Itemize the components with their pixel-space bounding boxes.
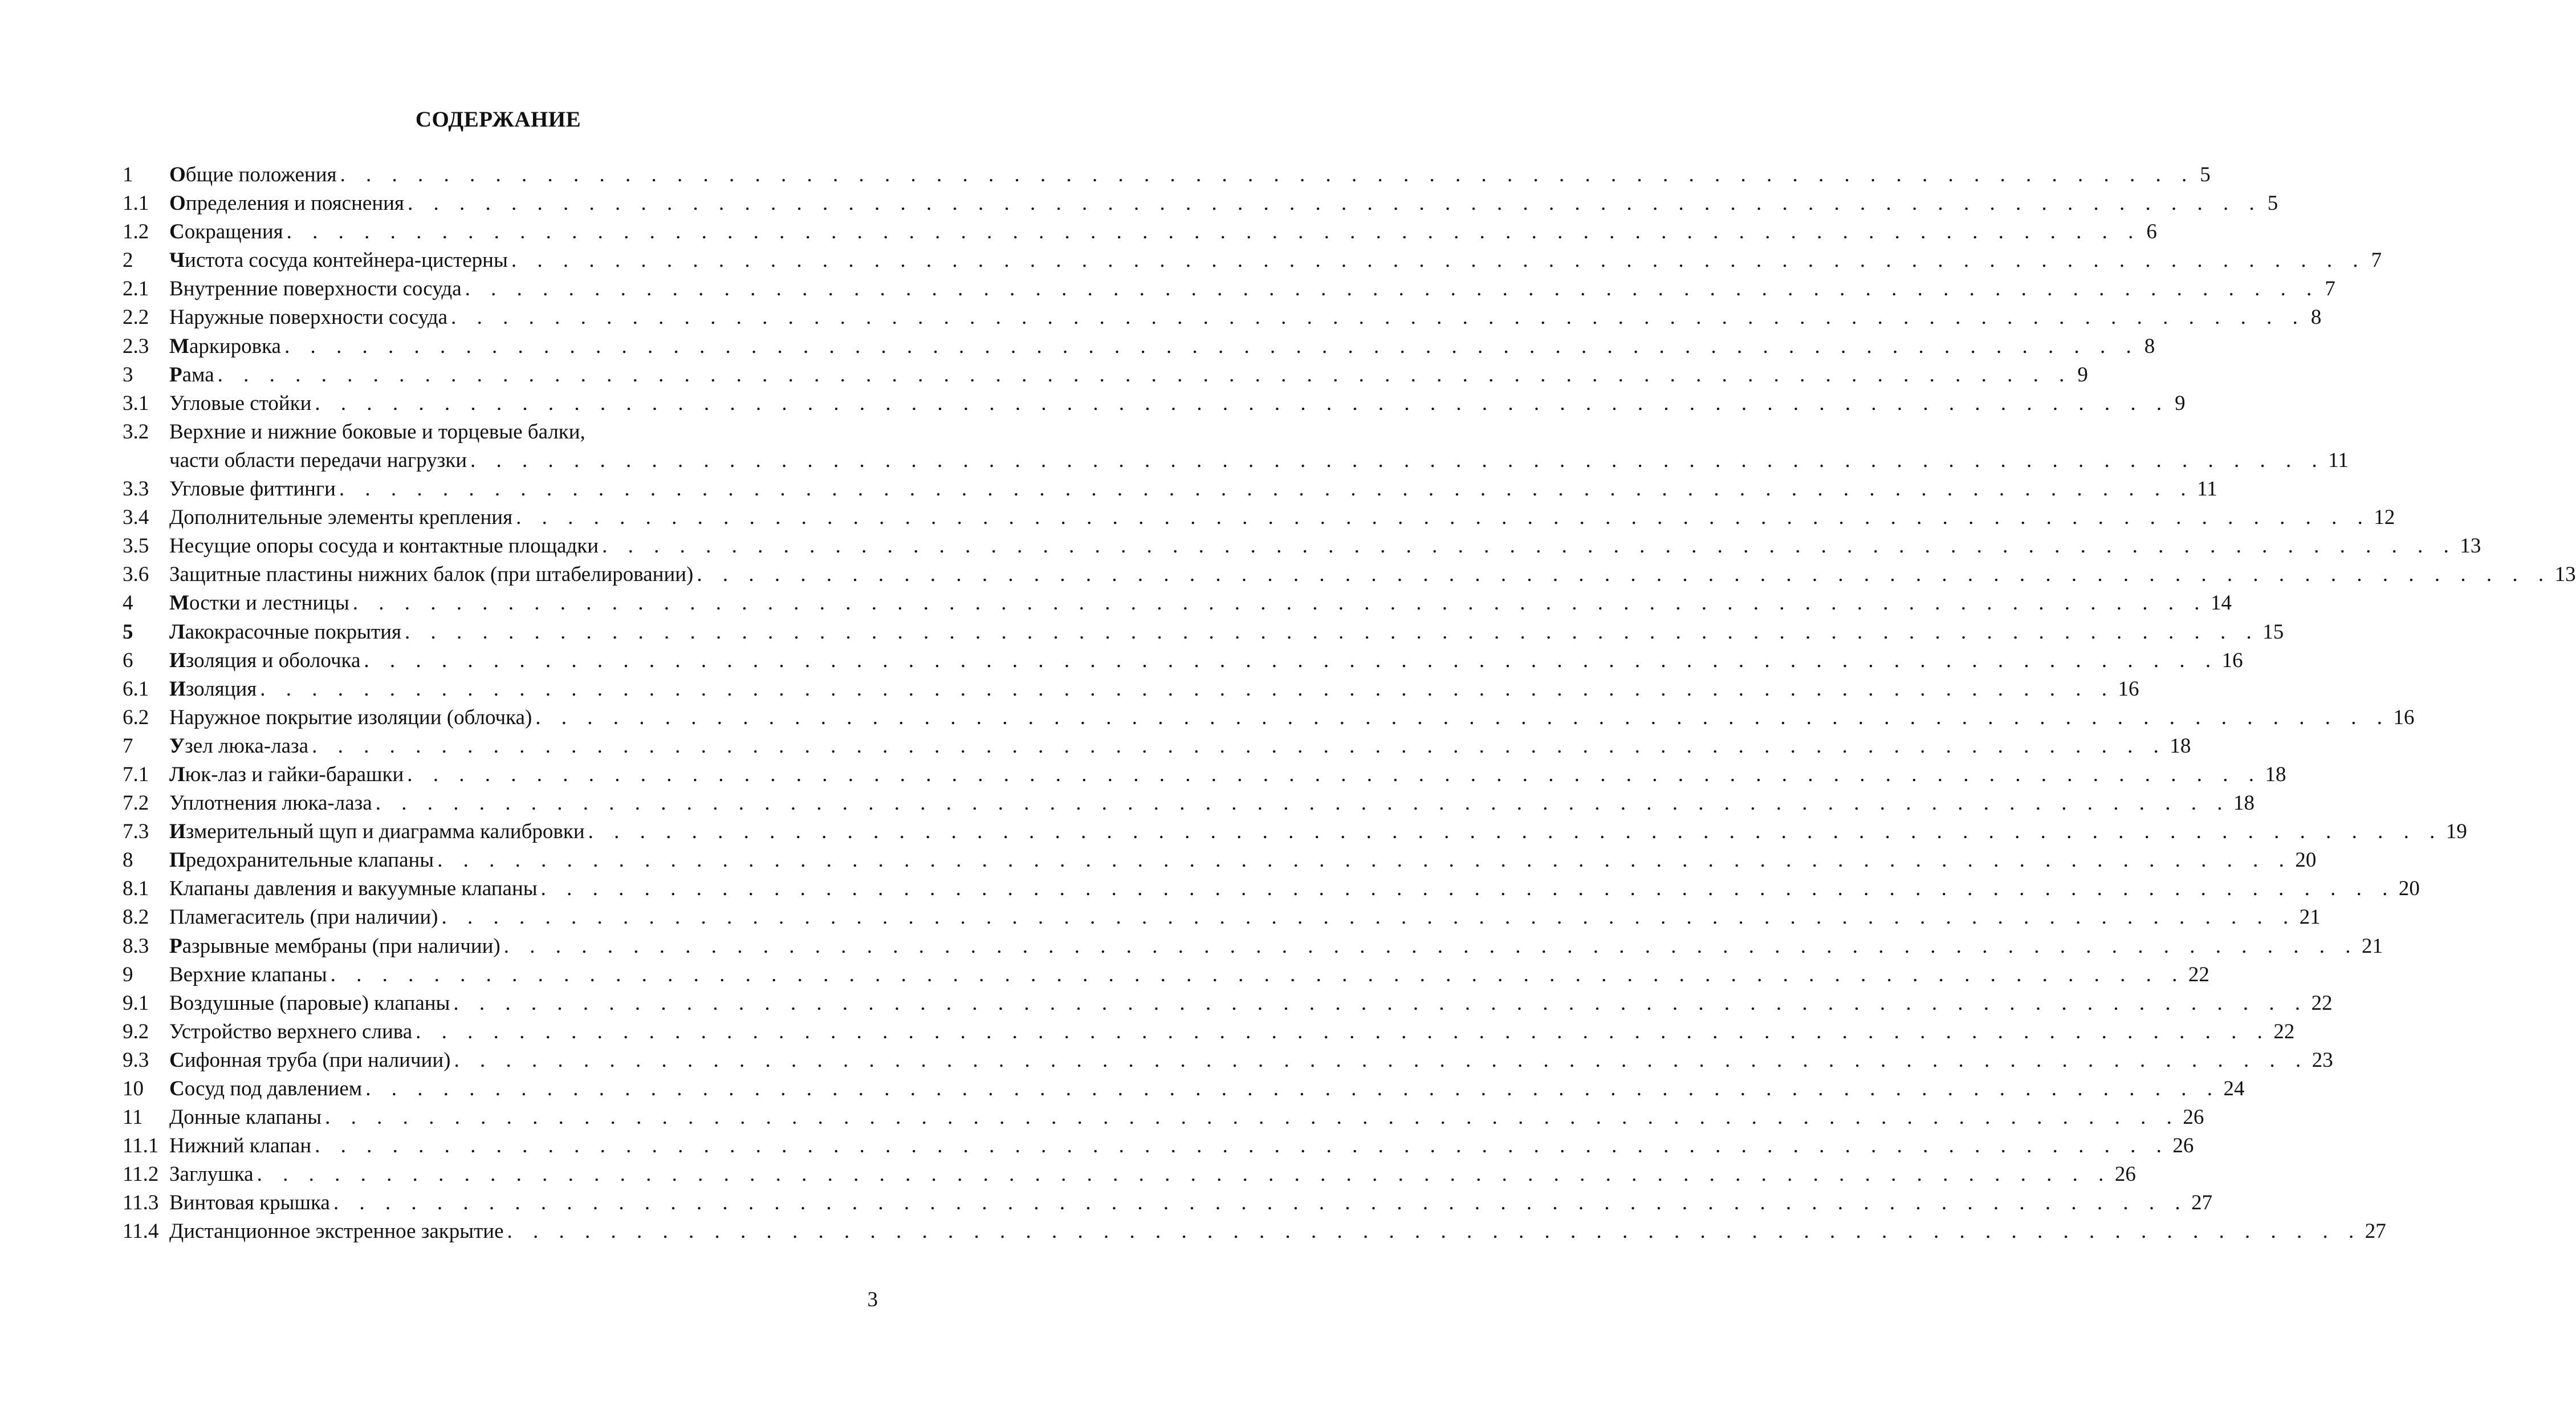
toc-entry bbox=[123, 675, 2139, 704]
toc-entry-number: 8 bbox=[123, 848, 133, 872]
toc-entry-page: 20 bbox=[2398, 877, 2420, 901]
toc-entry-page: 21 bbox=[2299, 905, 2321, 929]
toc-leader-dots: . . . . . . . . . . . . . . . . . . . . . . . . . . . . . . . . . . . . . . . . . . . . . . . . . . . . . . . . . . . . . . . . . . . . . . . . bbox=[260, 677, 2115, 701]
toc-entry-title: Дистанционное экстренное закрытие bbox=[169, 1220, 504, 1244]
toc-leader-dots: . . . . . . . . . . . . . . . . . . . . . . . . . . . . . . . . . . . . . . . . . . . . . . . . . . . . . . . . . . . . . . . . . . . . . . . . bbox=[503, 934, 2358, 958]
toc-entry-title: Защитные пластины нижних балок (при штабелировании) bbox=[169, 563, 694, 587]
toc-entry-number: 1 bbox=[123, 163, 133, 186]
toc-entry-number: 1.2 bbox=[123, 220, 149, 244]
toc-entry-page: 16 bbox=[2393, 705, 2415, 729]
toc-entry-title: Сокращения bbox=[169, 220, 283, 244]
toc-leader-dots: . . . . . . . . . . . . . . . . . . . . . . . . . . . . . . . . . . . . . . . . . . . . . . . . . . . . . . . . . . . . . . . . . . . . . . . . bbox=[453, 991, 2308, 1015]
page-number: 3 bbox=[867, 1288, 878, 1311]
toc-entry-page: 18 bbox=[2233, 791, 2254, 815]
toc-entry bbox=[123, 161, 2211, 189]
toc-entry bbox=[123, 589, 2232, 617]
toc-entry-page: 8 bbox=[2144, 334, 2155, 358]
toc-leader-dots: . . . . . . . . . . . . . . . . . . . . . . . . . . . . . . . . . . . . . . . . . . . . . . . . . . . . . . . . . . . . . . . . . . . . . . . . bbox=[325, 1106, 2180, 1129]
toc-entry bbox=[123, 846, 2317, 875]
toc-entry bbox=[123, 1132, 2194, 1160]
toc-entry bbox=[123, 1103, 2204, 1132]
toc-leader-dots: . . . . . . . . . . . . . . . . . . . . . . . . . . . . . . . . . . . . . . . . . . . . . . . . . . . . . . . . . . . . . . . . . . . . . . . . bbox=[454, 1048, 2309, 1072]
toc-entry bbox=[123, 303, 2322, 332]
toc-entry-page: 11 bbox=[2197, 477, 2217, 501]
toc-entry-number: 6.2 bbox=[123, 705, 149, 729]
toc-entry bbox=[123, 560, 2576, 589]
toc-leader-dots: . . . . . . . . . . . . . . . . . . . . . . . . . . . . . . . . . . . . . . . . . . . . . . . . . . . . . . . . . . . . . . . . . . . . . . . . bbox=[535, 705, 2390, 729]
toc-entry bbox=[123, 475, 2217, 503]
toc-leader-dots: . . . . . . . . . . . . . . . . . . . . . . . . . . . . . . . . . . . . . . . . . . . . . . . . . . . . . . . . . . . . . . . . . . . . . . . . bbox=[257, 1163, 2111, 1187]
toc-entry-number: 3.5 bbox=[123, 534, 149, 558]
toc-entry-page: 27 bbox=[2191, 1191, 2213, 1215]
toc-entry-number: 5 bbox=[123, 620, 133, 644]
toc-entry-page: 22 bbox=[2188, 962, 2209, 986]
toc-entry-title: Измерительный щуп и диаграмма калибровки bbox=[169, 820, 585, 844]
toc-entry-number: 2.1 bbox=[123, 277, 149, 301]
toc-entry-title: Изоляция и оболочка bbox=[169, 648, 361, 672]
toc-entry-number: 8.1 bbox=[123, 877, 149, 901]
toc-entry-title: Люк-лаз и гайки-барашки bbox=[169, 762, 404, 786]
toc-entry bbox=[123, 1046, 2333, 1075]
toc-entry-number: 1.1 bbox=[123, 192, 149, 216]
toc-leader-dots: . . . . . . . . . . . . . . . . . . . . . . . . . . . . . . . . . . . . . . . . . . . . . . . . . . . . . . . . . . . . . . . . . . . . . . . . bbox=[365, 1077, 2220, 1100]
toc-leader-dots: . . . . . . . . . . . . . . . . . . . . . . . . . . . . . . . . . . . . . . . . . . . . . . . . . . . . . . . . . . . . . . . . . . . . . . . . bbox=[312, 734, 2167, 758]
toc-entry-number: 8.2 bbox=[123, 905, 149, 929]
toc-leader-dots: . . . . . . . . . . . . . . . . . . . . . . . . . . . . . . . . . . . . . . . . . . . . . . . . . . . . . . . . . . . . . . . . . . . . . . . . bbox=[315, 1134, 2170, 1158]
toc-entry-title: Воздушные (паровые) клапаны bbox=[169, 991, 450, 1015]
toc-entry-number: 3.1 bbox=[123, 391, 149, 415]
toc-entry-number: 6 bbox=[123, 648, 133, 672]
toc-entry-number: 7.1 bbox=[123, 762, 149, 786]
toc-entry-title: Несущие опоры сосуда и контактные площадки bbox=[169, 534, 599, 558]
toc-entry-page: 26 bbox=[2172, 1134, 2194, 1158]
toc-entry-number: 7.2 bbox=[123, 791, 149, 815]
toc-entry bbox=[123, 246, 2382, 275]
toc-entry bbox=[123, 732, 2191, 761]
toc-leader-dots: . . . . . . . . . . . . . . . . . . . . . . . . . . . . . . . . . . . . . . . . . . . . . . . . . . . . . . . . . . . . . . . . . . . . . . . . bbox=[405, 620, 2260, 644]
toc-entry bbox=[123, 618, 2284, 647]
toc-leader-dots: . . . . . . . . . . . . . . . . . . . . . . . . . . . . . . . . . . . . . . . . . . . . . . . . . . . . . . . . . . . . . . . . . . . . . . . . bbox=[284, 334, 2139, 358]
toc-entry-number: 3.3 bbox=[123, 477, 149, 501]
toc-entry-title: Рама bbox=[169, 363, 214, 387]
toc-entry-title: Клапаны давления и вакуумные клапаны bbox=[169, 877, 538, 901]
toc-entry bbox=[123, 275, 2335, 303]
toc-entry-page: 19 bbox=[2445, 820, 2467, 844]
toc-entry-page: 5 bbox=[2200, 163, 2211, 186]
toc-entry bbox=[123, 189, 2278, 218]
toc-entry-number: 11.1 bbox=[123, 1134, 159, 1158]
toc-entry-title: Верхние и нижние боковые и торцевые балки, bbox=[169, 420, 585, 444]
toc-leader-dots: . . . . . . . . . . . . . . . . . . . . . . . . . . . . . . . . . . . . . . . . . . . . . . . . . . . . . . . . . . . . . . . . . . . . . . . . bbox=[330, 962, 2185, 986]
toc-entry-number: 11.3 bbox=[123, 1191, 159, 1215]
toc-entry bbox=[123, 1160, 2136, 1189]
toc-entry-number: 6.1 bbox=[123, 677, 149, 701]
toc-leader-dots: . . . . . . . . . . . . . . . . . . . . . . . . . . . . . . . . . . . . . . . . . . . . . . . . . . . . . . . . . . . . . . . . . . . . . . . . bbox=[441, 905, 2296, 929]
toc-entry-page: 14 bbox=[2210, 591, 2232, 615]
toc-entry-title: Изоляция bbox=[169, 677, 257, 701]
toc-entry-title: Лакокрасочные покрытия bbox=[169, 620, 402, 644]
toc-entry-page: 26 bbox=[2183, 1106, 2204, 1129]
toc-leader-dots: . . . . . . . . . . . . . . . . . . . . . . . . . . . . . . . . . . . . . . . . . . . . . . . . . . . . . . . . . . . . . . . . . . . . . . . . bbox=[407, 192, 2262, 216]
toc-leader-dots: . . . . . . . . . . . . . . . . . . . . . . . . . . . . . . . . . . . . . . . . . . . . . . . . . . . . . . . . . . . . . . . . . . . . . . . . bbox=[339, 477, 2194, 501]
toc-entry-number: 9.1 bbox=[123, 991, 149, 1015]
toc-entry-title: Маркировка bbox=[169, 334, 281, 358]
toc-entry-title: части области передачи нагрузки bbox=[169, 448, 467, 472]
toc-entry-title: Угловые фиттинги bbox=[169, 477, 336, 501]
toc-entry bbox=[123, 704, 2415, 732]
toc-leader-dots: . . . . . . . . . . . . . . . . . . . . . . . . . . . . . . . . . . . . . . . . . . . . . . . . . . . . . . . . . . . . . . . . . . . . . . . . bbox=[364, 648, 2219, 672]
toc-entry bbox=[123, 903, 2321, 932]
toc-entry-title: Мостки и лестницы bbox=[169, 591, 349, 615]
toc-entry bbox=[123, 418, 2349, 475]
toc-entry-page: 7 bbox=[2371, 249, 2382, 273]
toc-entry-title: Пламегаситель (при наличии) bbox=[169, 905, 438, 929]
toc-leader-dots: . . . . . . . . . . . . . . . . . . . . . . . . . . . . . . . . . . . . . . . . . . . . . . . . . . . . . . . . . . . . . . . . . . . . . . . . bbox=[340, 163, 2195, 186]
toc-entry-number: 10 bbox=[123, 1077, 144, 1100]
toc-entry-title: Сосуд под давлением bbox=[169, 1077, 363, 1100]
toc-leader-dots: . . . . . . . . . . . . . . . . . . . . . . . . . . . . . . . . . . . . . . . . . . . . . . . . . . . . . . . . . . . . . . . . . . . . . . . . bbox=[333, 1191, 2188, 1215]
toc-entry-number: 9.2 bbox=[123, 1019, 149, 1043]
toc-entry-title: Уплотнения люка-лаза bbox=[169, 791, 372, 815]
toc-entry-title: Сифонная труба (при наличии) bbox=[169, 1048, 451, 1072]
toc-leader-dots: . . . . . . . . . . . . . . . . . . . . . . . . . . . . . . . . . . . . . . . . . . . . . . . . . . . . . . . . . . . . . . . . . . . . . . . . bbox=[697, 563, 2551, 587]
toc-entry-page: 21 bbox=[2362, 934, 2383, 958]
toc-entry-title: Разрывные мембраны (при наличии) bbox=[169, 934, 500, 958]
toc-entry-number: 11.4 bbox=[123, 1220, 159, 1244]
toc-entry-page: 27 bbox=[2365, 1220, 2386, 1244]
toc-entry-page: 26 bbox=[2114, 1163, 2136, 1187]
toc-entry-page: 16 bbox=[2118, 677, 2139, 701]
toc-entry-page: 7 bbox=[2325, 277, 2335, 301]
toc-entry-page: 6 bbox=[2146, 220, 2157, 244]
toc-entry-number: 9.3 bbox=[123, 1048, 149, 1072]
toc-entry-page: 9 bbox=[2175, 391, 2186, 415]
toc-entry-title: Винтовая крышка bbox=[169, 1191, 330, 1215]
toc-entry-number: 11 bbox=[123, 1106, 143, 1129]
toc-entry-number: 3 bbox=[123, 363, 133, 387]
toc-entry-title: Донные клапаны bbox=[169, 1106, 322, 1129]
toc-entry bbox=[123, 332, 2155, 361]
toc-entry-page: 9 bbox=[2077, 363, 2088, 387]
toc-entry-number: 8.3 bbox=[123, 934, 149, 958]
toc-entry bbox=[123, 361, 2088, 389]
toc-entry-title: Устройство верхнего слива bbox=[169, 1019, 413, 1043]
toc-entry-title: Предохранительные клапаны bbox=[169, 848, 434, 872]
toc-entry-page: 22 bbox=[2273, 1019, 2295, 1043]
toc-entry bbox=[123, 1018, 2295, 1046]
toc-entry bbox=[123, 875, 2420, 903]
toc-leader-dots: . . . . . . . . . . . . . . . . . . . . . . . . . . . . . . . . . . . . . . . . . . . . . . . . . . . . . . . . . . . . . . . . . . . . . . . . bbox=[451, 306, 2306, 330]
toc-entry-number: 2 bbox=[123, 249, 133, 273]
toc-entry-title: Наружное покрытие изоляции (облочка) bbox=[169, 705, 532, 729]
toc-entry-number: 7.3 bbox=[123, 820, 149, 844]
toc-entry-page: 16 bbox=[2221, 648, 2243, 672]
toc-entry-number: 11.2 bbox=[123, 1163, 159, 1187]
toc-entry bbox=[123, 218, 2157, 246]
toc-leader-dots: . . . . . . . . . . . . . . . . . . . . . . . . . . . . . . . . . . . . . . . . . . . . . . . . . . . . . . . . . . . . . . . . . . . . . . . . bbox=[437, 848, 2292, 872]
toc-entry-page: 15 bbox=[2262, 620, 2284, 644]
toc-entry bbox=[123, 1075, 2245, 1103]
toc-leader-dots: . . . . . . . . . . . . . . . . . . . . . . . . . . . . . . . . . . . . . . . . . . . . . . . . . . . . . . . . . . . . . . . . . . . . . . . . bbox=[352, 591, 2207, 615]
toc-leader-dots: . . . . . . . . . . . . . . . . . . . . . . . . . . . . . . . . . . . . . . . . . . . . . . . . . . . . . . . . . . . . . . . . . . . . . . . . bbox=[516, 506, 2371, 530]
toc-entry-title: Чистота сосуда контейнера-цистерны bbox=[169, 249, 508, 273]
toc-entry bbox=[123, 989, 2333, 1018]
page-title: СОДЕРЖАНИЕ bbox=[415, 107, 581, 132]
toc-entry bbox=[123, 503, 2395, 532]
toc-entry-page: 18 bbox=[2265, 762, 2286, 786]
toc-entry-page: 18 bbox=[2170, 734, 2191, 758]
toc-entry-number: 4 bbox=[123, 591, 133, 615]
toc-entry-title: Верхние клапаны bbox=[169, 962, 327, 986]
toc-leader-dots: . . . . . . . . . . . . . . . . . . . . . . . . . . . . . . . . . . . . . . . . . . . . . . . . . . . . . . . . . . . . . . . . . . . . . . . . bbox=[407, 762, 2262, 786]
toc-entry bbox=[123, 961, 2209, 989]
toc-entry-page: 24 bbox=[2223, 1077, 2245, 1100]
toc-leader-dots: . . . . . . . . . . . . . . . . . . . . . . . . . . . . . . . . . . . . . . . . . . . . . . . . . . . . . . . . . . . . . . . . . . . . . . . . bbox=[465, 277, 2319, 301]
toc-entry-title: Нижний клапан bbox=[169, 1134, 312, 1158]
toc-leader-dots: . . . . . . . . . . . . . . . . . . . . . . . . . . . . . . . . . . . . . . . . . . . . . . . . . . . . . . . . . . . . . . . . . . . . . . . . bbox=[286, 220, 2141, 244]
toc-entry-page: 11 bbox=[2328, 448, 2349, 472]
toc-entry-number: 3.6 bbox=[123, 563, 149, 587]
toc-entry bbox=[123, 389, 2186, 418]
toc-entry-title: Узел люка-лаза bbox=[169, 734, 309, 758]
table-of-contents bbox=[123, 161, 2576, 1246]
toc-entry-title: Угловые стойки bbox=[169, 391, 312, 415]
toc-entry-number: 2.2 bbox=[123, 306, 149, 330]
toc-entry bbox=[123, 932, 2383, 961]
toc-entry-page: 13 bbox=[2554, 563, 2576, 587]
toc-entry bbox=[123, 1189, 2213, 1217]
toc-leader-dots: . . . . . . . . . . . . . . . . . . . . . . . . . . . . . . . . . . . . . . . . . . . . . . . . . . . . . . . . . . . . . . . . . . . . . . . . bbox=[540, 877, 2395, 901]
toc-entry bbox=[123, 818, 2467, 846]
toc-leader-dots: . . . . . . . . . . . . . . . . . . . . . . . . . . . . . . . . . . . . . . . . . . . . . . . . . . . . . . . . . . . . . . . . . . . . . . . . bbox=[375, 791, 2230, 815]
toc-entry bbox=[123, 532, 2481, 560]
toc-entry-title: Наружные поверхности сосуда bbox=[169, 306, 448, 330]
toc-leader-dots: . . . . . . . . . . . . . . . . . . . . . . . . . . . . . . . . . . . . . . . . . . . . . . . . . . . . . . . . . . . . . . . . . . . . . . . . bbox=[588, 820, 2443, 844]
toc-entry-number: 3.4 bbox=[123, 506, 149, 530]
toc-entry bbox=[123, 789, 2254, 818]
toc-entry-title: Дополнительные элементы крепления bbox=[169, 506, 513, 530]
toc-entry-page: 13 bbox=[2460, 534, 2481, 558]
toc-entry-number: 9 bbox=[123, 962, 133, 986]
toc-entry bbox=[123, 647, 2243, 675]
toc-entry-page: 12 bbox=[2374, 506, 2395, 530]
toc-leader-dots: . . . . . . . . . . . . . . . . . . . . . . . . . . . . . . . . . . . . . . . . . . . . . . . . . . . . . . . . . . . . . . . . . . . . . . . . bbox=[470, 448, 2325, 472]
toc-entry-title: Определения и пояснения bbox=[169, 192, 404, 216]
toc-entry-page: 8 bbox=[2310, 306, 2322, 330]
toc-entry-title: Общие положения bbox=[169, 163, 337, 186]
toc-leader-dots: . . . . . . . . . . . . . . . . . . . . . . . . . . . . . . . . . . . . . . . . . . . . . . . . . . . . . . . . . . . . . . . . . . . . . . . . bbox=[217, 363, 2072, 387]
toc-leader-dots: . . . . . . . . . . . . . . . . . . . . . . . . . . . . . . . . . . . . . . . . . . . . . . . . . . . . . . . . . . . . . . . . . . . . . . . . bbox=[315, 391, 2170, 415]
toc-leader-dots: . . . . . . . . . . . . . . . . . . . . . . . . . . . . . . . . . . . . . . . . . . . . . . . . . . . . . . . . . . . . . . . . . . . . . . . . bbox=[602, 534, 2457, 558]
toc-entry bbox=[123, 761, 2286, 789]
toc-entry-page: 5 bbox=[2267, 192, 2278, 216]
toc-leader-dots: . . . . . . . . . . . . . . . . . . . . . . . . . . . . . . . . . . . . . . . . . . . . . . . . . . . . . . . . . . . . . . . . . . . . . . . . bbox=[416, 1019, 2270, 1043]
toc-entry-number: 3.2 bbox=[123, 420, 149, 444]
toc-entry-page: 22 bbox=[2311, 991, 2333, 1015]
toc-leader-dots: . . . . . . . . . . . . . . . . . . . . . . . . . . . . . . . . . . . . . . . . . . . . . . . . . . . . . . . . . . . . . . . . . . . . . . . . bbox=[507, 1220, 2362, 1244]
toc-entry-page: 23 bbox=[2312, 1048, 2333, 1072]
toc-entry-number: 7 bbox=[123, 734, 133, 758]
toc-entry-title: Внутренние поверхности сосуда bbox=[169, 277, 462, 301]
toc-entry-number: 2.3 bbox=[123, 334, 149, 358]
toc-leader-dots: . . . . . . . . . . . . . . . . . . . . . . . . . . . . . . . . . . . . . . . . . . . . . . . . . . . . . . . . . . . . . . . . . . . . . . . . bbox=[511, 249, 2366, 273]
toc-entry bbox=[123, 1217, 2386, 1246]
toc-entry-title: Заглушка bbox=[169, 1163, 254, 1187]
toc-entry-page: 20 bbox=[2295, 848, 2317, 872]
